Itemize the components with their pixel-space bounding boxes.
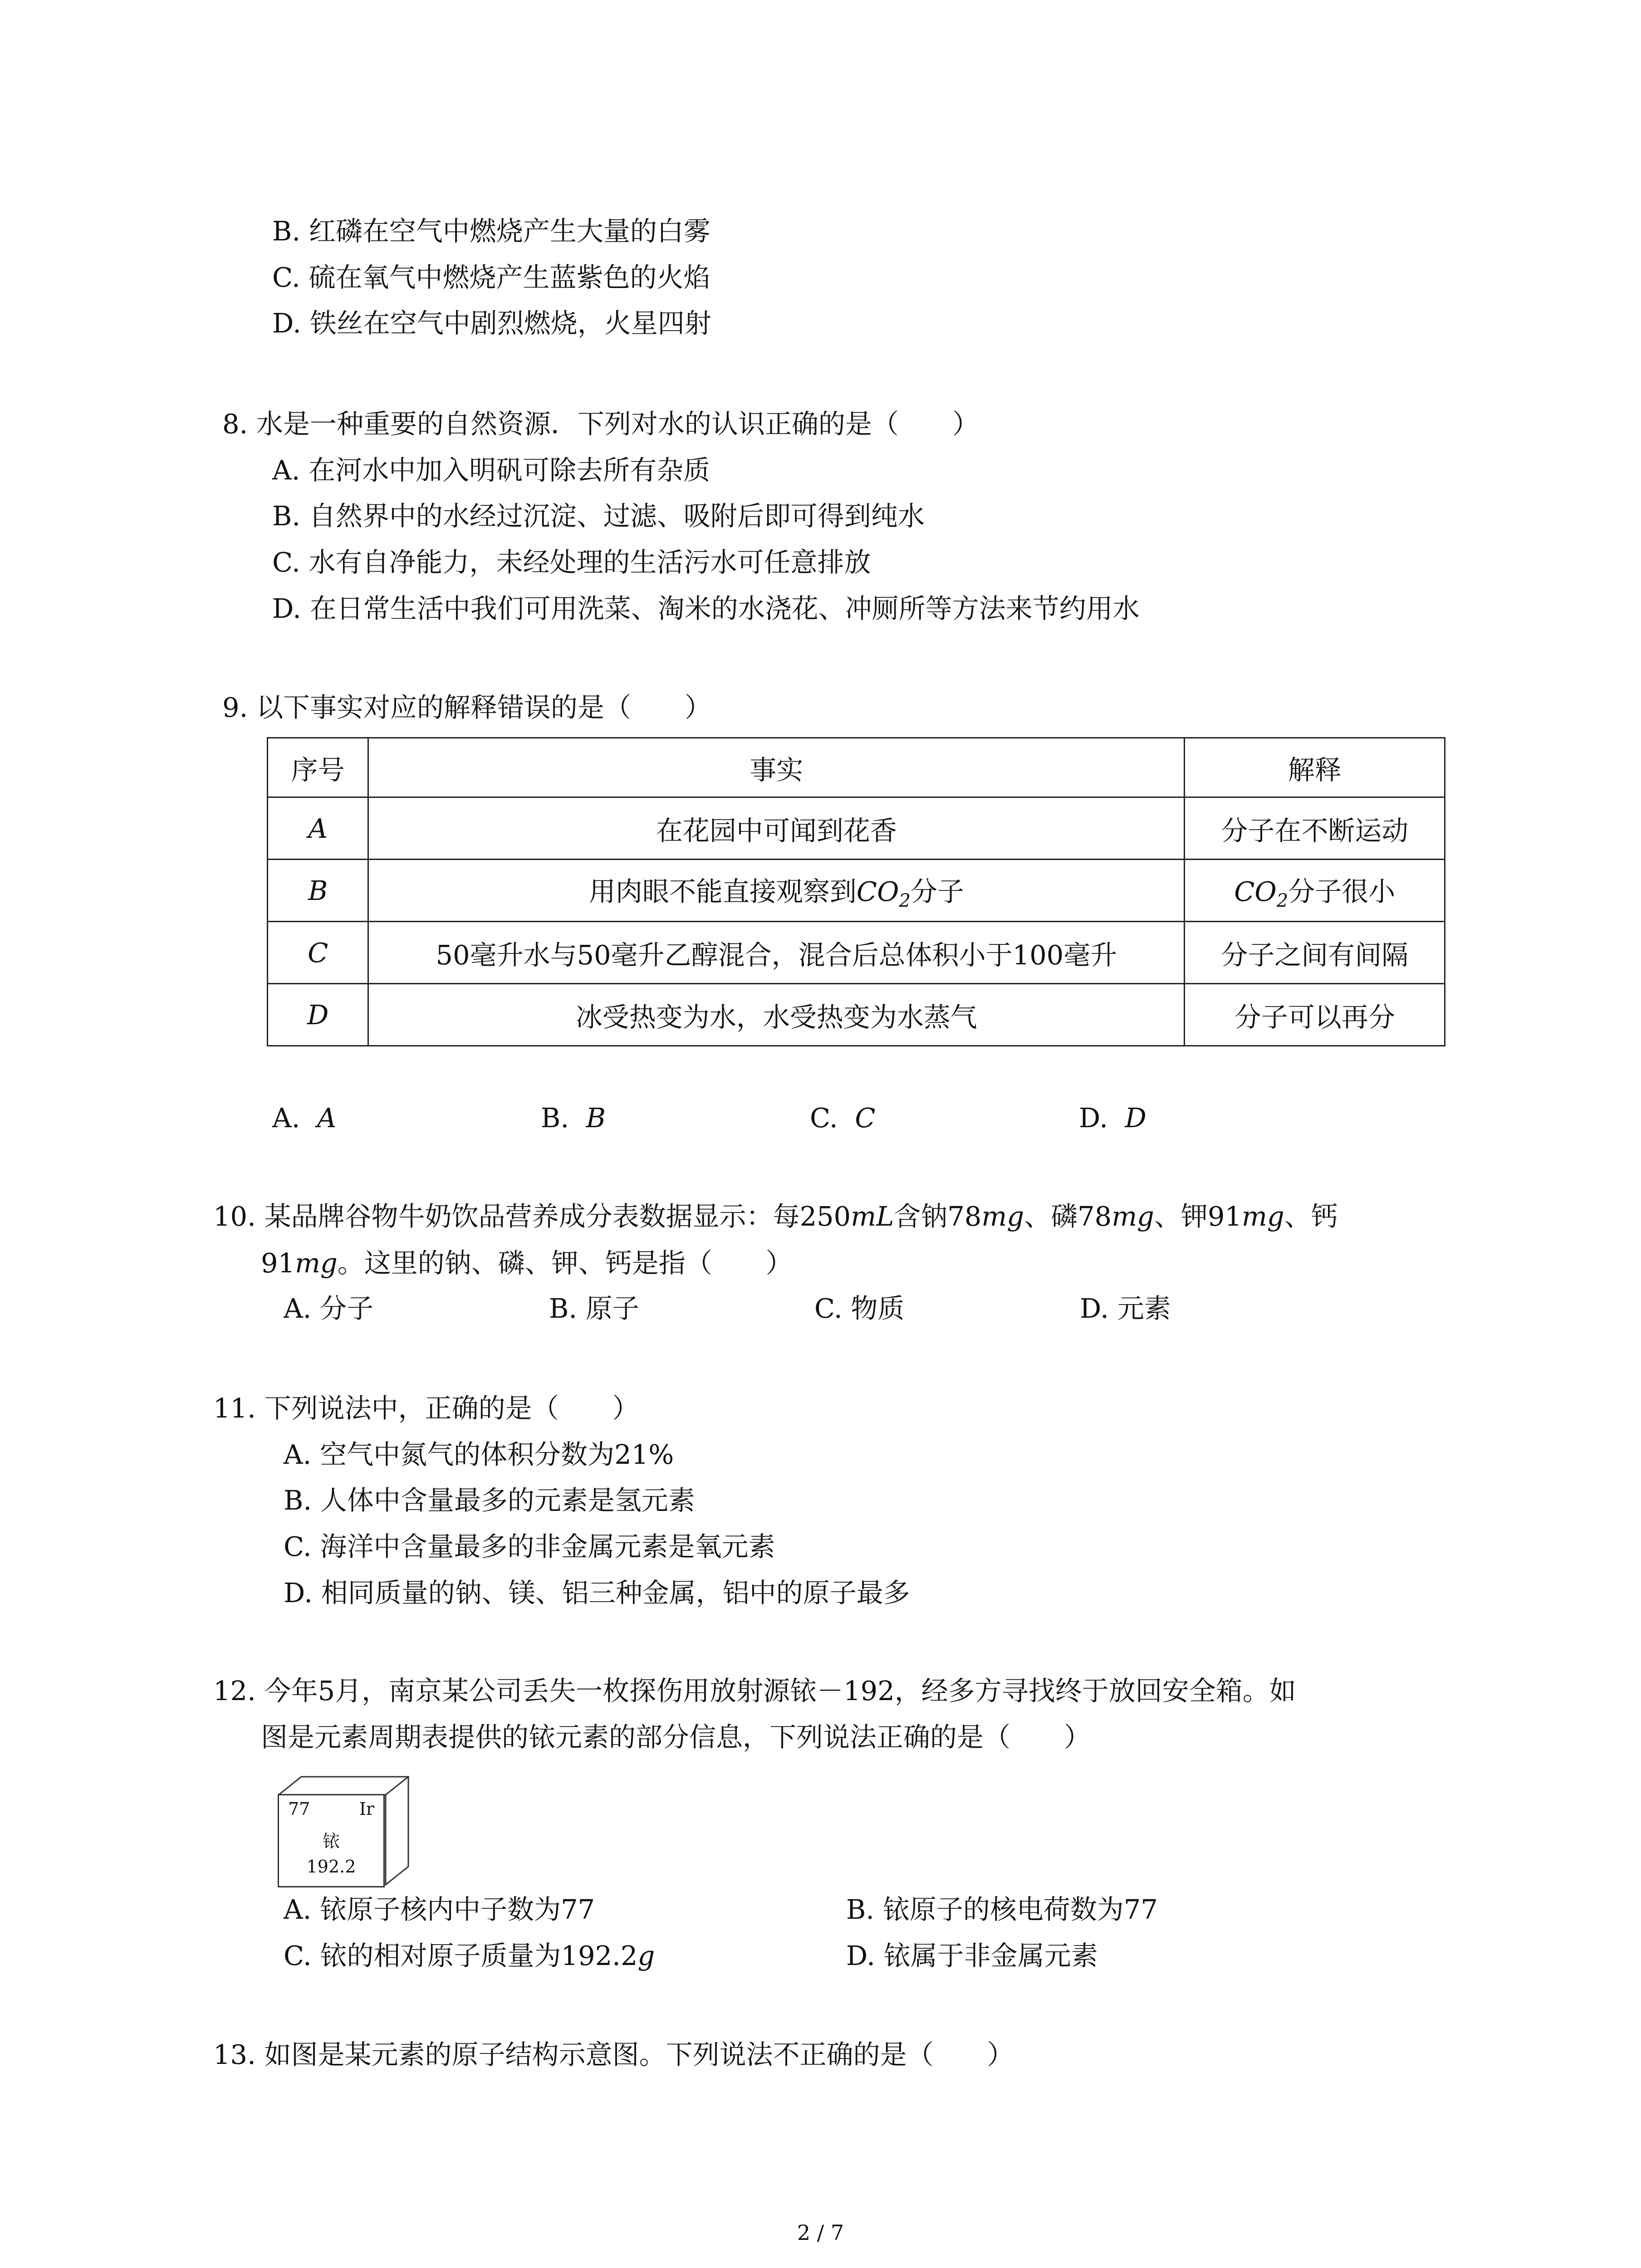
q10-stem-line1 [213, 1198, 1338, 1235]
q11-option-b: B. 人体中含量最多的元素是氢元素 [284, 1485, 695, 1516]
q9-option-d [1079, 1100, 1146, 1136]
q12-option-b: B. 铱原子的核电荷数为77 [846, 1894, 1158, 1925]
option-label: C. [810, 1102, 838, 1134]
q11-stem: 11. 下列说法中，正确的是（ ） [213, 1393, 639, 1424]
iridium-element-tile [278, 1776, 409, 1887]
page-number: 2 / 7 [797, 2220, 844, 2245]
text: 。这里的钠、磷、钾、钙是指（ ） [337, 1247, 793, 1279]
table-row [268, 984, 1445, 1046]
q7-option-c: C. 硫在氧气中燃烧产生蓝紫色的火焰 [272, 262, 710, 293]
table-header-cell: 序号 [268, 738, 368, 797]
q12-stem-line2: 图是元素周期表提供的铱元素的部分信息，下列说法正确的是（ ） [261, 1721, 1091, 1753]
q8-option-d: D. 在日常生活中我们可用洗菜、淘米的水浇花、冲厕所等方法来节约用水 [272, 593, 1140, 624]
text: C. 铱的相对原子质量为192.2 [284, 1940, 638, 1971]
option-label: A. [272, 1102, 300, 1134]
table-row [268, 922, 1445, 984]
q12-option-d: D. 铱属于非金属元素 [846, 1940, 1098, 1971]
table-cell-fact: 在花园中可闻到花香 [368, 797, 1185, 860]
q9-table [267, 737, 1445, 1046]
q8-option-a: A. 在河水中加入明矾可除去所有杂质 [272, 455, 710, 486]
q12-stem-line1: 12. 今年5月，南京某公司丢失一枚探伤用放射源铱－192，经多方寻找终于放回安全箱。如 [213, 1675, 1296, 1706]
q10-option-c: C. 物质 [814, 1293, 905, 1324]
atomic-number: 77 [288, 1799, 310, 1819]
unit: mg [981, 1201, 1024, 1232]
q10-option-a: A. 分子 [284, 1293, 374, 1324]
formula: CO [856, 875, 899, 907]
element-name: 铱 [322, 1831, 340, 1851]
table-cell-id: D [268, 984, 368, 1046]
table-cell-id: C [268, 922, 368, 984]
fact-text: 用肉眼不能直接观察到 [588, 875, 857, 907]
table-cell-explain: 分子可以再分 [1185, 984, 1445, 1046]
formula: CO [1234, 875, 1277, 907]
option-label: B. [541, 1102, 569, 1134]
q8-option-b: B. 自然界中的水经过沉淀、过滤、吸附后即可得到纯水 [272, 500, 925, 532]
table-row [268, 860, 1445, 922]
text: 10. 某品牌谷物牛奶饮品营养成分表数据显示：每250 [213, 1201, 851, 1232]
q10-option-d: D. 元素 [1080, 1293, 1171, 1324]
formula-subscript: 2 [1276, 890, 1288, 911]
unit: g [637, 1940, 655, 1971]
table-row [268, 797, 1445, 860]
unit: mL [851, 1201, 894, 1232]
option-label: D. [1079, 1102, 1108, 1134]
q11-option-d: D. 相同质量的钠、镁、铝三种金属，铝中的原子最多 [284, 1577, 910, 1608]
table-cell-explain: 分子之间有间隔 [1185, 922, 1445, 984]
table-cell-fact [368, 860, 1185, 922]
q10-stem-line2 [261, 1245, 793, 1281]
q10-option-b: B. 原子 [549, 1293, 639, 1324]
table-cell-id: A [268, 797, 368, 860]
table-header-cell: 事实 [368, 738, 1185, 797]
option-value: C [855, 1102, 876, 1134]
tile-front-face [278, 1794, 385, 1887]
option-value: B [586, 1102, 606, 1134]
atomic-mass: 192.2 [306, 1857, 356, 1877]
table-cell-explain: 分子在不断运动 [1185, 797, 1445, 860]
text: 含钠78 [894, 1201, 982, 1232]
q7-option-d: D. 铁丝在空气中剧烈燃烧，火星四射 [272, 308, 711, 339]
text: 、钙 [1284, 1201, 1338, 1232]
table-header-cell: 解释 [1185, 738, 1445, 797]
q9-option-b [541, 1100, 606, 1136]
text: 91 [261, 1247, 295, 1279]
unit: mg [1242, 1201, 1284, 1232]
q12-option-a: A. 铱原子核内中子数为77 [284, 1894, 595, 1925]
q9-option-c [810, 1100, 875, 1136]
fact-text: 分子 [910, 875, 964, 907]
q9-stem: 9. 以下事实对应的解释错误的是（ ） [222, 692, 712, 723]
q11-option-a: A. 空气中氮气的体积分数为21% [284, 1439, 674, 1470]
text: 、磷78 [1024, 1201, 1112, 1232]
q9-option-a [272, 1100, 337, 1136]
q11-option-c: C. 海洋中含量最多的非金属元素是氧元素 [284, 1531, 775, 1562]
table-cell-fact: 冰受热变为水，水受热变为水蒸气 [368, 984, 1185, 1046]
unit: mg [1112, 1201, 1154, 1232]
q12-option-c [284, 1938, 655, 1974]
q13-stem: 13. 如图是某元素的原子结构示意图。下列说法不正确的是（ ） [213, 2039, 1014, 2070]
q7-option-b: B. 红磷在空气中燃烧产生大量的白雾 [272, 215, 710, 247]
explain-text: 分子很小 [1288, 875, 1396, 907]
q8-stem: 8. 水是一种重要的自然资源．下列对水的认识正确的是（ ） [222, 408, 980, 440]
element-symbol: Ir [359, 1799, 374, 1819]
option-value: D [1125, 1102, 1146, 1134]
table-cell-id: B [268, 860, 368, 922]
formula-subscript: 2 [899, 890, 911, 911]
unit: mg [295, 1247, 338, 1279]
q8-option-c: C. 水有自净能力，未经处理的生活污水可任意排放 [272, 547, 871, 578]
table-header-row [268, 738, 1445, 797]
text: 、钾91 [1154, 1201, 1242, 1232]
table-cell-explain [1185, 860, 1445, 922]
table-cell-fact: 50毫升水与50毫升乙醇混合，混合后总体积小于100毫升 [368, 922, 1185, 984]
option-value: A [317, 1102, 337, 1134]
